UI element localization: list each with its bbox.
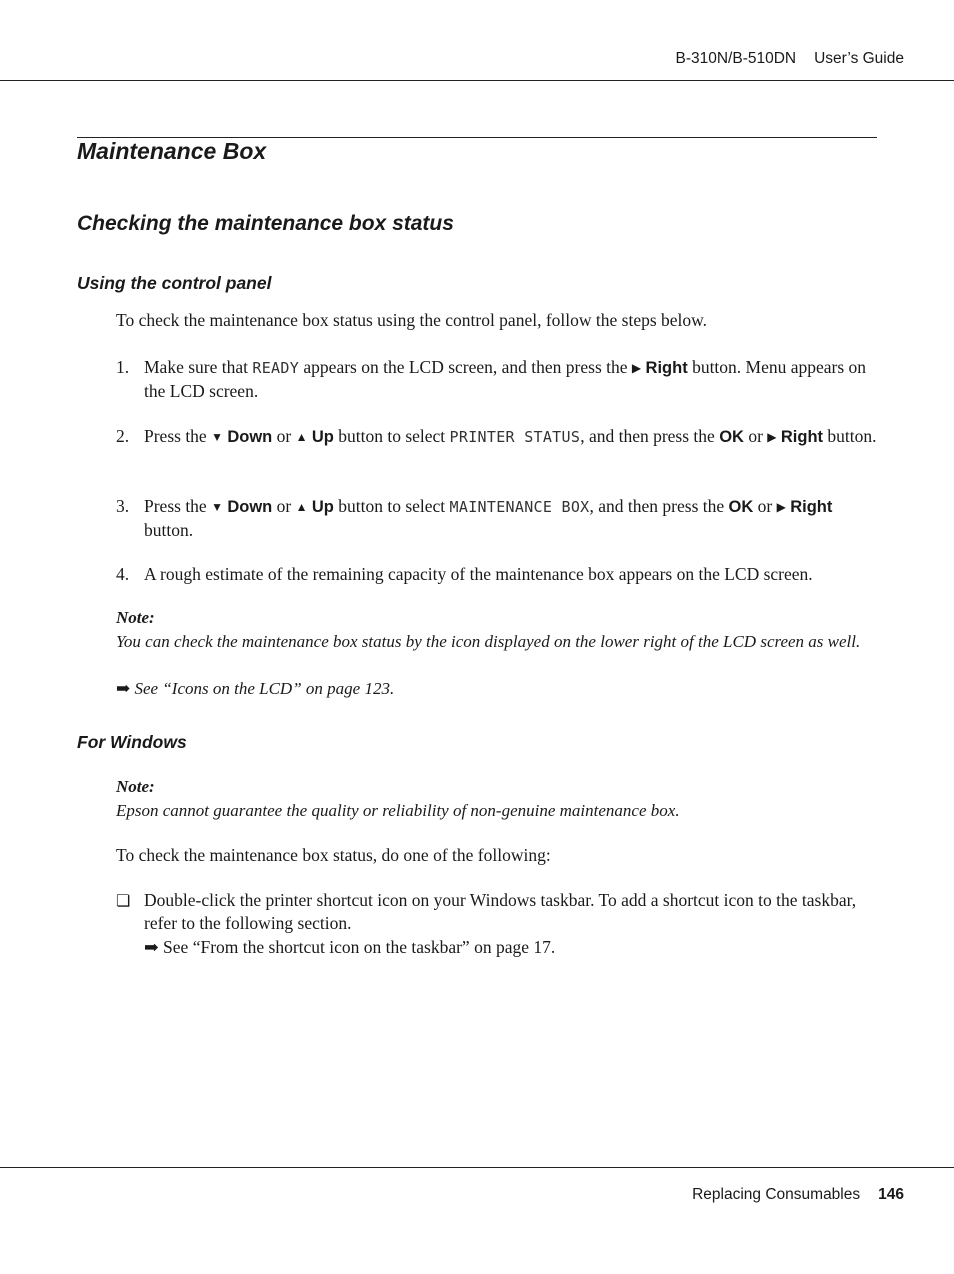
step-text: or	[753, 496, 777, 516]
down-arrow-icon: ▼	[211, 500, 223, 514]
step-text: or	[272, 496, 296, 516]
step-number: 2.	[116, 426, 130, 446]
lcd-text: MAINTENANCE BOX	[449, 498, 590, 516]
button-name: Up	[311, 428, 334, 446]
list-item	[116, 356, 880, 403]
step-text: Press the	[144, 426, 212, 446]
step-number: 4.	[116, 564, 130, 584]
right-arrow-icon: ▶	[767, 430, 777, 444]
button-name: Right	[790, 498, 833, 516]
bullet-text: Double-click the printer shortcut icon on your Windows taskbar. To add a shortcut icon to the taskbar, refer to the following section.	[144, 890, 857, 933]
note-label: Note:	[116, 608, 155, 627]
page-number: 146	[878, 1186, 904, 1203]
right-arrow-icon: ▶	[776, 500, 786, 514]
note-link-row	[116, 677, 880, 700]
step-text: appears on the LCD screen, and then press the	[299, 357, 632, 377]
lcd-text: PRINTER STATUS	[449, 428, 581, 446]
footer-rule	[0, 1167, 954, 1168]
button-name: Right	[780, 428, 824, 446]
list-item	[116, 563, 880, 586]
button-name: OK	[719, 428, 744, 446]
button-name: Right	[645, 359, 688, 377]
list-item	[116, 495, 880, 542]
arrow-right-icon: ➡	[144, 937, 159, 957]
checkbox-bullet-icon: ❏	[116, 891, 131, 910]
step-text: button.	[823, 426, 877, 446]
step-number: 1.	[116, 357, 130, 377]
button-name: Down	[227, 498, 273, 516]
right-arrow-icon: ▶	[631, 361, 642, 375]
step-text: button. Menu appears on the LCD screen.	[144, 357, 867, 401]
page-footer	[692, 1186, 904, 1204]
cross-reference-link[interactable]: See “Icons on the LCD” on page 123.	[134, 679, 395, 698]
up-arrow-icon: ▲	[295, 430, 308, 444]
header-rule	[0, 80, 954, 81]
up-arrow-icon: ▲	[295, 500, 308, 514]
lcd-text: READY	[252, 359, 300, 377]
step-text: , and then press the	[589, 496, 729, 516]
footer-section: Replacing Consumables	[692, 1186, 861, 1203]
header-model: B-310N/B-510DN	[675, 50, 797, 67]
cross-reference-link[interactable]: See “From the shortcut icon on the taskbar” on page 17.	[163, 937, 556, 957]
step-text: A rough estimate of the remaining capacity of the maintenance box appears on the LCD screen.	[144, 564, 813, 584]
header-guide: User’s Guide	[814, 50, 904, 67]
note-label: Note:	[116, 777, 155, 796]
step-text: Make sure that	[144, 357, 253, 377]
list-item	[116, 425, 880, 449]
step-text: or	[743, 426, 768, 446]
section-heading: Checking the maintenance box status	[77, 212, 454, 235]
page-title: Maintenance Box	[77, 138, 267, 164]
arrow-right-icon: ➡	[116, 679, 131, 698]
step-text: button.	[144, 520, 194, 540]
down-arrow-icon: ▼	[211, 430, 223, 444]
step-text: , and then press the	[580, 426, 720, 446]
step-text: or	[272, 426, 296, 446]
windows-intro: To check the maintenance box status, do one of the following:	[116, 845, 551, 865]
control-panel-intro: To check the maintenance box status using the control panel, follow the steps below.	[116, 310, 708, 330]
note-text: You can check the maintenance box status by the icon displayed on the lower right of the LCD screen as well.	[116, 632, 861, 651]
bullet-link-row	[144, 936, 880, 959]
step-number: 3.	[116, 496, 130, 516]
button-name: OK	[728, 498, 754, 516]
button-name: Up	[311, 498, 334, 516]
control-panel-heading: Using the control panel	[77, 273, 272, 293]
button-name: Down	[227, 428, 273, 446]
note-text: Epson cannot guarantee the quality or reliability of non-genuine maintenance box.	[116, 801, 680, 820]
step-text: Press the	[144, 496, 212, 516]
step-text: button to select	[333, 496, 450, 516]
windows-heading: For Windows	[77, 732, 187, 752]
step-text: button to select	[333, 426, 450, 446]
page-header	[676, 50, 905, 68]
list-item	[116, 889, 880, 935]
